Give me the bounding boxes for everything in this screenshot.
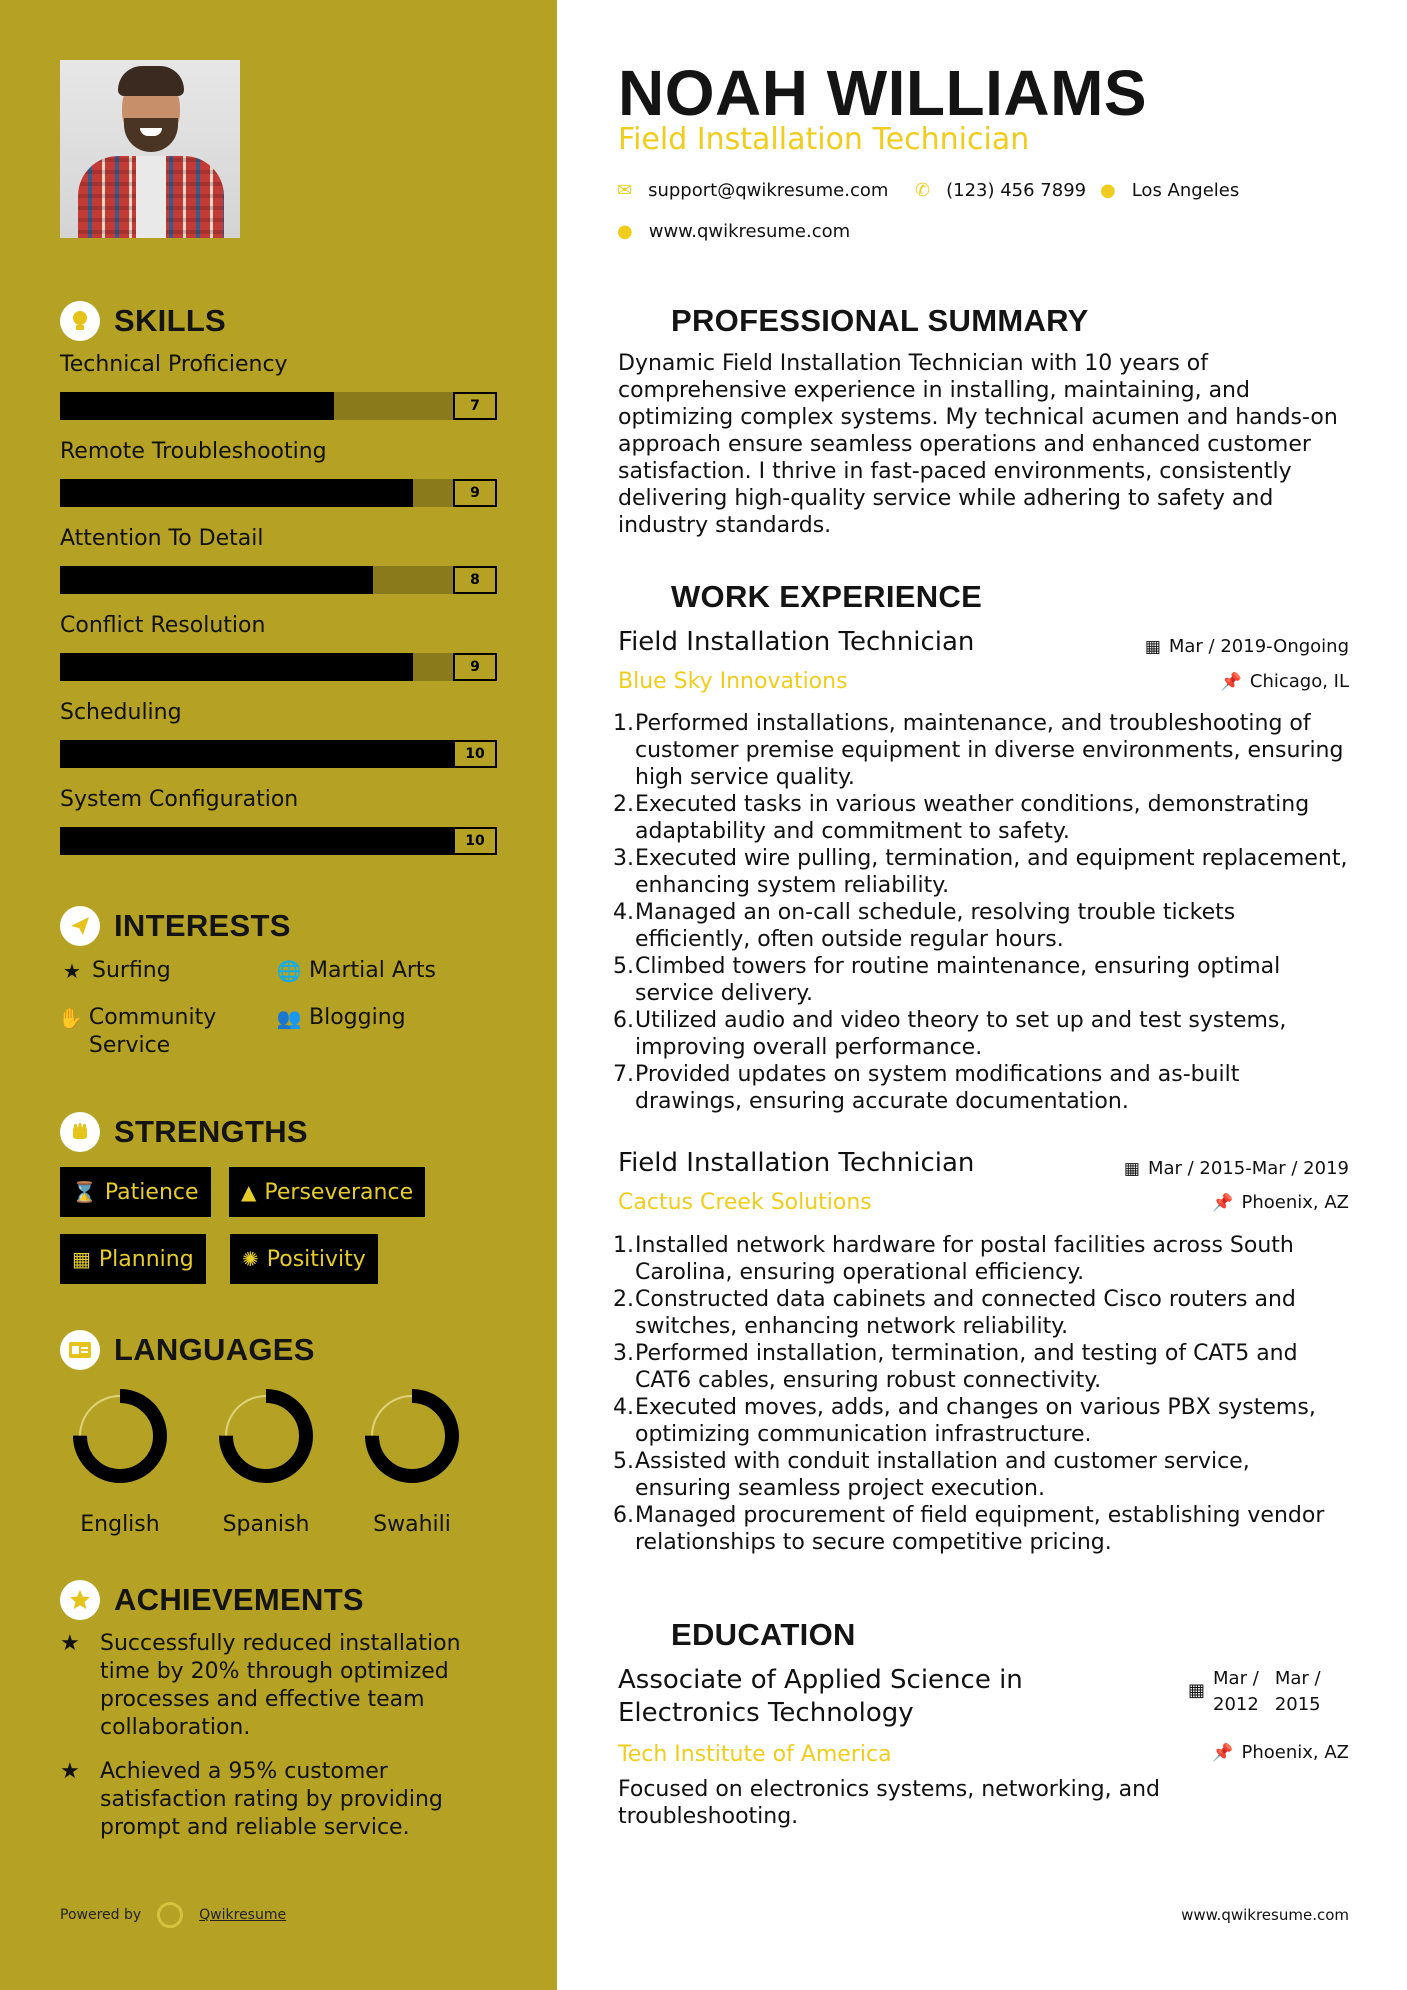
list-number: 6. bbox=[613, 1503, 634, 1528]
language-ring bbox=[70, 1386, 170, 1486]
graduation-cap-icon bbox=[617, 1615, 657, 1655]
pushpin-icon: 📌 bbox=[1212, 1742, 1234, 1763]
achievement-item: ★ Successfully reduced installation time by 20% through optimized processes and effective team collaboration. bbox=[60, 1631, 461, 1740]
strength-badge: ⌛ Patience bbox=[60, 1167, 211, 1217]
list-number: 2. bbox=[613, 1287, 634, 1312]
powered-by: Powered by Qwikresume bbox=[60, 1902, 286, 1928]
list-number: 1. bbox=[613, 1233, 634, 1258]
skill-bar bbox=[60, 827, 497, 855]
list-item bbox=[613, 1286, 1348, 1340]
list-number: 1. bbox=[613, 711, 634, 736]
job-location: 📌 Chicago, IL bbox=[1220, 671, 1349, 692]
list-item bbox=[613, 899, 1348, 953]
education-date: ▦ Mar / 2012 Mar / 2015 bbox=[1188, 1666, 1321, 1718]
contact-phone[interactable]: ✆ (123) 456 7899 bbox=[915, 180, 1087, 201]
hand-icon: ✋ bbox=[58, 1006, 83, 1030]
job-company: Blue Sky Innovations bbox=[618, 669, 848, 694]
office-chair-icon bbox=[617, 577, 657, 617]
user-icon bbox=[617, 301, 657, 341]
strengths-heading: STRENGTHS bbox=[60, 1112, 308, 1152]
skill-bar-fill bbox=[60, 740, 497, 768]
skill-bar bbox=[60, 566, 497, 594]
education-location: 📌 Phoenix, AZ bbox=[1212, 1742, 1349, 1763]
skill-bar-fill bbox=[60, 827, 497, 855]
language-name: English bbox=[80, 1512, 160, 1537]
contact-email[interactable]: ✉ support@qwikresume.com bbox=[617, 180, 889, 201]
list-text: Managed an on-call schedule, resolving trouble tickets efficiently, often outside regular hours. bbox=[635, 900, 1236, 952]
language-item bbox=[70, 1386, 170, 1537]
skills-heading: SKILLS bbox=[60, 301, 226, 341]
job-location: 📌 Phoenix, AZ bbox=[1212, 1192, 1349, 1213]
skill-level: 9 bbox=[453, 479, 497, 507]
profile-photo bbox=[60, 60, 240, 238]
list-item bbox=[613, 791, 1348, 845]
list-text: Constructed data cabinets and connected Cisco routers and switches, enhancing network reliability. bbox=[635, 1287, 1296, 1339]
school-name: Tech Institute of America bbox=[618, 1742, 892, 1767]
qwikresume-link[interactable]: Qwikresume bbox=[199, 1907, 287, 1923]
candidate-role: Field Installation Technician bbox=[618, 122, 1030, 157]
contact-website[interactable]: ● www.qwikresume.com bbox=[617, 221, 851, 242]
contact-location: ● Los Angeles bbox=[1100, 180, 1240, 201]
skill-bar bbox=[60, 392, 497, 420]
list-item bbox=[613, 1061, 1348, 1115]
skill-bar-fill bbox=[60, 392, 334, 420]
skill-bar bbox=[60, 653, 497, 681]
skill-label: Remote Troubleshooting bbox=[60, 439, 327, 464]
shooting-star-icon: ★ bbox=[60, 1631, 80, 1656]
skill-label: System Configuration bbox=[60, 787, 299, 812]
job-company: Cactus Creek Solutions bbox=[618, 1190, 872, 1215]
list-text: Climbed towers for routine maintenance, ensuring optimal service delivery. bbox=[635, 954, 1281, 1006]
paper-plane-icon bbox=[60, 906, 100, 946]
language-ring bbox=[362, 1386, 462, 1486]
road-icon: ▲ bbox=[241, 1180, 257, 1204]
summary-heading: PROFESSIONAL SUMMARY bbox=[617, 301, 1089, 341]
list-text: Utilized audio and video theory to set up and test systems, improving overall performance. bbox=[635, 1008, 1287, 1060]
interest-item: 🌐 Martial Arts bbox=[276, 958, 437, 983]
sun-icon: ✺ bbox=[242, 1247, 259, 1271]
list-number: 4. bbox=[613, 1395, 634, 1420]
phone-icon: ✆ bbox=[915, 180, 931, 201]
job-date: ▦ Mar / 2019-Ongoing bbox=[1144, 636, 1349, 657]
list-item bbox=[613, 710, 1348, 791]
job-duties-list bbox=[613, 710, 1348, 1115]
list-number: 5. bbox=[613, 954, 634, 979]
degree-title: Associate of Applied Science in Electronics Technology bbox=[618, 1665, 1023, 1728]
calendar-icon: ▦ bbox=[72, 1247, 91, 1271]
languages-heading: LANGUAGES bbox=[60, 1330, 315, 1370]
skill-level: 9 bbox=[453, 653, 497, 681]
list-item bbox=[613, 845, 1348, 899]
skill-level: 10 bbox=[453, 827, 497, 855]
list-item bbox=[613, 1394, 1348, 1448]
language-name: Spanish bbox=[222, 1512, 310, 1537]
calendar-icon: ▦ bbox=[1188, 1680, 1206, 1701]
qwikresume-logo-icon bbox=[157, 1902, 183, 1928]
list-item bbox=[613, 1232, 1348, 1286]
list-text: Assisted with conduit installation and customer service, ensuring seamless project execution. bbox=[635, 1449, 1250, 1501]
footer-url[interactable]: www.qwikresume.com bbox=[1181, 1906, 1349, 1924]
skill-label: Technical Proficiency bbox=[60, 352, 288, 377]
job-date: ▦ Mar / 2015-Mar / 2019 bbox=[1123, 1158, 1349, 1179]
language-name: Swahili bbox=[373, 1512, 451, 1537]
list-text: Executed moves, adds, and changes on various PBX systems, optimizing communication infrastructure. bbox=[635, 1395, 1316, 1447]
list-item bbox=[613, 1448, 1348, 1502]
pushpin-icon: 📌 bbox=[1220, 671, 1242, 692]
candidate-name: NOAH WILLIAMS bbox=[618, 57, 1148, 129]
experience-heading: WORK EXPERIENCE bbox=[617, 577, 982, 617]
list-text: Performed installation, termination, and testing of CAT5 and CAT6 cables, ensuring robust connectivity. bbox=[635, 1341, 1298, 1393]
trophy-star-icon bbox=[60, 1580, 100, 1620]
achievements-heading: ACHIEVEMENTS bbox=[60, 1580, 364, 1620]
interest-item: ✋ Community Service bbox=[58, 1005, 217, 1058]
education-text: Focused on electronics systems, networking, and troubleshooting. bbox=[618, 1777, 1160, 1829]
language-ring bbox=[216, 1386, 316, 1486]
skill-bar-fill bbox=[60, 566, 373, 594]
list-text: Executed tasks in various weather conditions, demonstrating adaptability and commitment to safety. bbox=[635, 792, 1310, 844]
list-item bbox=[613, 953, 1348, 1007]
globe-icon: ● bbox=[617, 221, 633, 242]
education-heading: EDUCATION bbox=[617, 1615, 856, 1655]
skill-level: 10 bbox=[453, 740, 497, 768]
achievement-item: ★ Achieved a 95% customer satisfaction rating by providing prompt and reliable service. bbox=[60, 1759, 443, 1840]
skill-label: Attention To Detail bbox=[60, 526, 264, 551]
interest-item: 👥 Blogging bbox=[276, 1005, 406, 1030]
summary-text: Dynamic Field Installation Technician with 10 years of comprehensive experience in installing, maintaining, and optimizing complex systems. My technical acumen and hands-on approach ensure seamless operations and enhanced customer satisfaction. I thrive in fast-paced environments, consistently delivering high-quality service while adhering to safety and industry standards. bbox=[618, 351, 1338, 538]
list-number: 6. bbox=[613, 1008, 634, 1033]
shooting-star-icon: ★ bbox=[60, 1759, 80, 1784]
calendar-icon: ▦ bbox=[1144, 636, 1161, 657]
id-card-icon bbox=[60, 1330, 100, 1370]
list-item bbox=[613, 1007, 1348, 1061]
list-text: Installed network hardware for postal facilities across South Carolina, ensuring operational efficiency. bbox=[635, 1233, 1294, 1285]
map-pin-icon: ● bbox=[1100, 180, 1116, 201]
list-number: 5. bbox=[613, 1449, 634, 1474]
list-item bbox=[613, 1502, 1348, 1556]
strength-badge: ▲ Perseverance bbox=[229, 1167, 425, 1217]
list-number: 3. bbox=[613, 1341, 634, 1366]
skill-bar bbox=[60, 740, 497, 768]
fist-icon bbox=[60, 1112, 100, 1152]
hourglass-icon: ⌛ bbox=[72, 1180, 97, 1204]
star-icon: ★ bbox=[63, 959, 81, 983]
list-number: 4. bbox=[613, 900, 634, 925]
strength-badge: ✺ Positivity bbox=[230, 1234, 378, 1284]
list-number: 7. bbox=[613, 1062, 634, 1087]
language-item bbox=[362, 1386, 462, 1537]
job-title: Field Installation Technician bbox=[618, 627, 975, 657]
job-title: Field Installation Technician bbox=[618, 1148, 975, 1178]
skill-bar-fill bbox=[60, 479, 413, 507]
list-text: Provided updates on system modifications and as-built drawings, ensuring accurate documentation. bbox=[635, 1062, 1240, 1114]
list-text: Performed installations, maintenance, and troubleshooting of customer premise equipment in diverse environments, ensuring high service quality. bbox=[635, 711, 1344, 790]
skill-bar bbox=[60, 479, 497, 507]
lightbulb-icon bbox=[60, 301, 100, 341]
globe-icon: 🌐 bbox=[276, 959, 302, 983]
sidebar bbox=[0, 0, 557, 1990]
list-item bbox=[613, 1340, 1348, 1394]
users-icon: 👥 bbox=[276, 1006, 302, 1030]
list-number: 3. bbox=[613, 846, 634, 871]
job-duties-list bbox=[613, 1232, 1348, 1556]
interest-item: ★ Surfing bbox=[58, 957, 171, 985]
pushpin-icon: 📌 bbox=[1212, 1192, 1234, 1213]
skill-level: 8 bbox=[453, 566, 497, 594]
calendar-icon: ▦ bbox=[1123, 1158, 1140, 1179]
strength-badge: ▦ Planning bbox=[60, 1234, 206, 1284]
list-text: Executed wire pulling, termination, and equipment replacement, enhancing system reliability. bbox=[635, 846, 1348, 898]
skill-bar-fill bbox=[60, 653, 413, 681]
skill-label: Conflict Resolution bbox=[60, 613, 266, 638]
skill-level: 7 bbox=[453, 392, 497, 420]
skill-label: Scheduling bbox=[60, 700, 182, 725]
language-item bbox=[216, 1386, 316, 1537]
envelope-icon: ✉ bbox=[617, 180, 633, 201]
list-number: 2. bbox=[613, 792, 634, 817]
interests-heading: INTERESTS bbox=[60, 906, 291, 946]
list-text: Managed procurement of field equipment, establishing vendor relationships to secure competitive pricing. bbox=[635, 1503, 1325, 1555]
